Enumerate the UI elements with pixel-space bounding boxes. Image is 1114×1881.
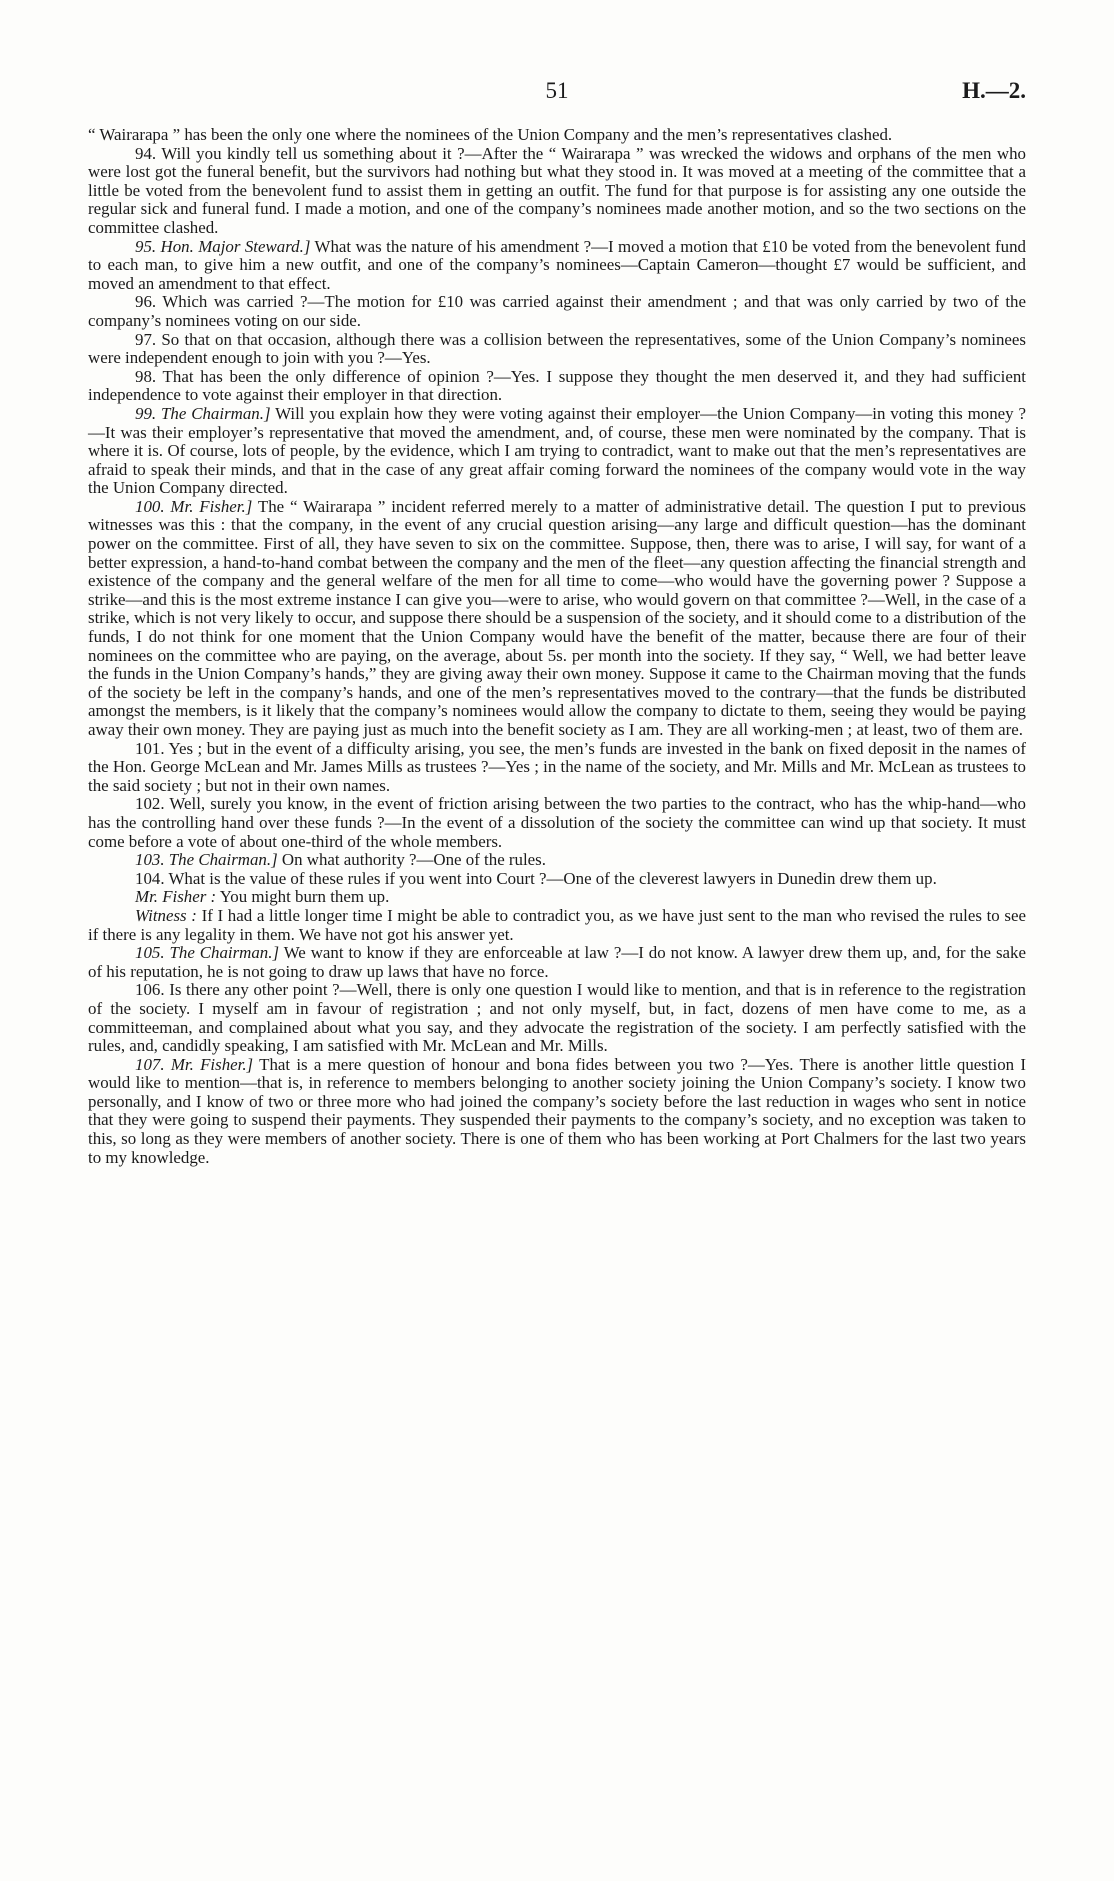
- paragraph-text: We want to know if they are enforceable at law ?—I do not know. A lawyer drew them up, and, for the sake of his reputation, he is not going to draw up laws that have no force.: [88, 943, 1026, 981]
- paragraph-text: You might burn them up.: [219, 887, 390, 907]
- paragraph: [88, 293, 1026, 330]
- speaker: 105. The Chairman.]: [135, 943, 280, 963]
- paragraph: [88, 238, 1026, 294]
- speaker: Mr. Fisher :: [135, 887, 217, 907]
- paragraph: [88, 126, 1026, 145]
- paragraph-text: 106. Is there any other point ?—Well, there is only one question I would like to mention, and that is in reference to the registration of the society. I myself am in favour of registration ; and not only myself, but, in fact, dozens of men have come to me, as a committeeman, and complained about what you say, and they advocate the registration of the society. I am perfectly satisfied with the rules, and, candidly speaking, I am satisfied with Mr. McLean and Mr. Mills.: [88, 980, 1026, 1056]
- paragraph-text: On what authority ?—One of the rules.: [281, 850, 546, 870]
- paragraph: [88, 1056, 1026, 1168]
- paragraph-text: “ Wairarapa ” has been the only one where the nominees of the Union Company and the men’s representatives clashed.: [88, 125, 893, 144]
- speaker: 103. The Chairman.]: [135, 850, 278, 870]
- paragraph-text: The “ Wairarapa ” incident referred merely to a matter of administrative detail. The question I put to previous witnesses was this : that the company, in the event of any crucial question arising—any large and difficult question—has the dominant power on the committee. First of all, they have seven to six on the committee. Suppose, then, there was to arise, I will say, for want of a better expression, a hand-to-hand combat between the company and the men of the fleet—any question affecting the financial strength and existence of the company and the general welfare of the men for all time to come—who would have the governing power ? Suppose a strike—and this is the most extreme instance I can give you—were to arise, who would govern on that committee ?—Well, in the case of a strike, which is not very likely to occur, and suppose there should be a suspension of the society, and it should come to a distribution of the funds, I do not think for one moment that the Union Company would have the benefit of the matter, because there are four of their nominees on the committee who are paying, on the average, about 5s. per month into the society. If they say, “ Well, we had better leave the funds in the Union Company’s hands,” they are giving away their own money. Suppose it came to the Chairman moving that the funds of the society be left in the company’s hands, and one of the men’s representatives moved to the contrary—that the funds be distributed amongst the members, is it likely that the company’s nominees would allow the company to dictate to them, seeing they would be paying away their own money. They are paying just as much into the benefit society as I am. They are all working-men ; at least, two of them are.: [88, 496, 1026, 739]
- paragraph: [88, 368, 1026, 405]
- paragraph: [88, 145, 1026, 238]
- paragraph: [88, 851, 1026, 870]
- paragraph: [88, 981, 1026, 1055]
- paragraph: [88, 907, 1026, 944]
- paragraph-text: Will you explain how they were voting against their employer—the Union Company—in voting this money ?—It was their employer’s representative that moved the amendment, and, of course, these men were nominated by the company. That is where it is. Of course, lots of people, by the evidence, which I am trying to contradict, want to make out that the men’s representatives are afraid to speak their minds, and that in the case of any great affair coming forward the nominees of the company would vote in the way the Union Company directed.: [88, 403, 1026, 498]
- paragraph: [88, 405, 1026, 498]
- paragraph: [88, 944, 1026, 981]
- paragraph-text: 94. Will you kindly tell us something about it ?—After the “ Wairarapa ” was wrecked the widows and orphans of the men who were lost got the funeral benefit, but the survivors had nothing but what they stood in. It was moved at a meeting of the committee that a little be voted from the benevolent fund to assist them in getting an outfit. The fund for that purpose is for assisting any one outside the regular sick and funeral fund. I made a motion, and one of the company’s nominees made another motion, and so the two sections on the committee clashed.: [88, 143, 1026, 237]
- speaker: Witness :: [135, 905, 197, 925]
- paragraph-text: That is a mere question of honour and bona fides between you two ?—Yes. There is another little question I would like to mention—that is, in reference to members belonging to another society joining the Union Company’s society. I know two personally, and I know of two or three more who had joined the company’s society before the last reduction in wages who sent in notice that they were going to suspend their payments. They suspended their payments to the company’s society, and no exception was taken to this, so long as they were members of another society. There is one of them who has been working at Port Chalmers for the last two years to my knowledge.: [88, 1054, 1027, 1167]
- paragraph-text: 101. Yes ; but in the event of a difficulty arising, you see, the men’s funds are invested in the bank on fixed deposit in the names of the Hon. George McLean and Mr. James Mills as trustees ?—Yes ; in the name of the society, and Mr. Mills and Mr. McLean as trustees to the said society ; but not in their own names.: [88, 738, 1026, 795]
- paragraph: [88, 795, 1026, 851]
- speaker: 99. The Chairman.]: [135, 403, 271, 423]
- document-body: [88, 126, 1026, 1167]
- paragraph: [88, 888, 1026, 907]
- paragraph-text: 96. Which was carried ?—The motion for £10 was carried against their amendment ; and that was only carried by two of the company’s nominees voting on our side.: [88, 292, 1026, 330]
- page-number: 51: [545, 78, 569, 103]
- paragraph-text: 104. What is the value of these rules if you went into Court ?—One of the cleverest lawyers in Dunedin drew them up.: [135, 868, 937, 888]
- paragraph: [88, 740, 1026, 796]
- paragraph-text: 97. So that on that occasion, although there was a collision between the representatives, some of the Union Company’s nominees were independent enough to join with you ?—Yes.: [88, 329, 1026, 368]
- paragraph: [88, 870, 1026, 889]
- paragraph-text: If I had a little longer time I might be able to contradict you, as we have just sent to the man who revised the rules to see if there is any legality in them. We have not got his answer yet.: [88, 905, 1026, 944]
- speaker: 100. Mr. Fisher.]: [135, 496, 253, 516]
- paragraph: [88, 498, 1026, 740]
- page-header: [88, 78, 1026, 112]
- series-code: H.—2.: [962, 78, 1026, 103]
- paragraph-text: 98. That has been the only difference of opinion ?—Yes. I suppose they thought the men deserved it, and they had sufficient independence to vote against their employer in that direction.: [88, 366, 1026, 405]
- speaker: 95. Hon. Major Steward.]: [135, 236, 311, 256]
- speaker: 107. Mr. Fisher.]: [135, 1054, 254, 1074]
- paragraph-text: 102. Well, surely you know, in the event of friction arising between the two parties to the contract, who has the whip-hand—who has the controlling hand over these funds ?—In the event of a dissolution of the society the committee can wind up that society. It must come before a vote of about one-third of the whole members.: [88, 794, 1026, 851]
- paragraph: [88, 331, 1026, 368]
- paragraph-text: What was the nature of his amendment ?—I moved a motion that £10 be voted from the benevolent fund to each man, to give him a new outfit, and one of the company’s nominees—Captain Cameron—thought £7 would be sufficient, and moved an amendment to that effect.: [88, 236, 1026, 293]
